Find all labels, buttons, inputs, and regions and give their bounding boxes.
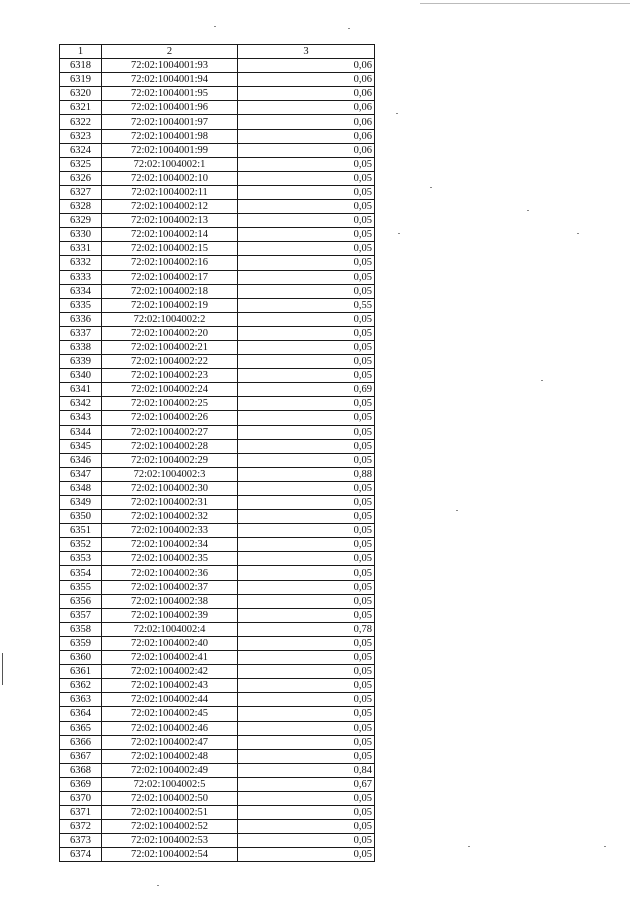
value-cell: 0,05 xyxy=(238,355,375,369)
cadastral-number-cell: 72:02:1004002:45 xyxy=(102,707,238,721)
value-cell: 0,06 xyxy=(238,87,375,101)
table-row xyxy=(60,284,375,298)
row-number-cell: 6348 xyxy=(60,481,102,495)
row-number-cell: 6371 xyxy=(60,806,102,820)
value-cell: 0,84 xyxy=(238,763,375,777)
table-row xyxy=(60,721,375,735)
value-cell: 0,06 xyxy=(238,143,375,157)
value-cell: 0,05 xyxy=(238,411,375,425)
value-cell: 0,05 xyxy=(238,721,375,735)
value-cell: 0,05 xyxy=(238,651,375,665)
row-number-cell: 6338 xyxy=(60,340,102,354)
cadastral-number-cell: 72:02:1004002:41 xyxy=(102,651,238,665)
row-number-cell: 6349 xyxy=(60,496,102,510)
cadastral-number-cell: 72:02:1004002:3 xyxy=(102,467,238,481)
row-number-cell: 6370 xyxy=(60,791,102,805)
header-row xyxy=(60,45,375,59)
cadastral-number-cell: 72:02:1004002:29 xyxy=(102,453,238,467)
value-cell: 0,05 xyxy=(238,608,375,622)
table-row xyxy=(60,510,375,524)
cadastral-number-cell: 72:02:1004001:97 xyxy=(102,115,238,129)
value-cell: 0,05 xyxy=(238,496,375,510)
table-row xyxy=(60,594,375,608)
table-row xyxy=(60,848,375,862)
row-number-cell: 6367 xyxy=(60,749,102,763)
table-row xyxy=(60,129,375,143)
cadastral-number-cell: 72:02:1004002:12 xyxy=(102,200,238,214)
cadastral-number-cell: 72:02:1004002:35 xyxy=(102,552,238,566)
cadastral-number-cell: 72:02:1004002:11 xyxy=(102,185,238,199)
table-row xyxy=(60,636,375,650)
cadastral-number-cell: 72:02:1004002:40 xyxy=(102,636,238,650)
value-cell: 0,05 xyxy=(238,214,375,228)
table-row xyxy=(60,834,375,848)
row-number-cell: 6333 xyxy=(60,270,102,284)
row-number-cell: 6365 xyxy=(60,721,102,735)
value-cell: 0,05 xyxy=(238,707,375,721)
cadastral-number-cell: 72:02:1004002:10 xyxy=(102,171,238,185)
cadastral-number-cell: 72:02:1004002:42 xyxy=(102,665,238,679)
row-number-cell: 6329 xyxy=(60,214,102,228)
cadastral-number-cell: 72:02:1004002:54 xyxy=(102,848,238,862)
value-cell: 0,06 xyxy=(238,59,375,73)
parcel-table-body xyxy=(60,59,375,862)
cadastral-number-cell: 72:02:1004002:39 xyxy=(102,608,238,622)
row-number-cell: 6359 xyxy=(60,636,102,650)
column-header-1: 1 xyxy=(60,45,102,59)
cadastral-number-cell: 72:02:1004002:22 xyxy=(102,355,238,369)
table-row xyxy=(60,87,375,101)
table-row xyxy=(60,622,375,636)
cadastral-number-cell: 72:02:1004002:2 xyxy=(102,312,238,326)
value-cell: 0,05 xyxy=(238,185,375,199)
cadastral-number-cell: 72:02:1004002:19 xyxy=(102,298,238,312)
value-cell: 0,05 xyxy=(238,820,375,834)
value-cell: 0,06 xyxy=(238,129,375,143)
table-row xyxy=(60,651,375,665)
value-cell: 0,05 xyxy=(238,552,375,566)
parcel-table-header xyxy=(60,45,375,59)
cadastral-number-cell: 72:02:1004002:28 xyxy=(102,439,238,453)
cadastral-number-cell: 72:02:1004002:49 xyxy=(102,763,238,777)
row-number-cell: 6342 xyxy=(60,397,102,411)
scan-speck xyxy=(348,28,350,29)
value-cell: 0,05 xyxy=(238,157,375,171)
value-cell: 0,05 xyxy=(238,453,375,467)
row-number-cell: 6323 xyxy=(60,129,102,143)
table-row xyxy=(60,425,375,439)
value-cell: 0,88 xyxy=(238,467,375,481)
row-number-cell: 6374 xyxy=(60,848,102,862)
cadastral-number-cell: 72:02:1004002:32 xyxy=(102,510,238,524)
value-cell: 0,05 xyxy=(238,242,375,256)
cadastral-number-cell: 72:02:1004002:27 xyxy=(102,425,238,439)
cadastral-number-cell: 72:02:1004001:98 xyxy=(102,129,238,143)
row-number-cell: 6372 xyxy=(60,820,102,834)
row-number-cell: 6325 xyxy=(60,157,102,171)
row-number-cell: 6373 xyxy=(60,834,102,848)
value-cell: 0,05 xyxy=(238,524,375,538)
value-cell: 0,67 xyxy=(238,777,375,791)
value-cell: 0,05 xyxy=(238,312,375,326)
row-number-cell: 6320 xyxy=(60,87,102,101)
value-cell: 0,05 xyxy=(238,679,375,693)
table-row xyxy=(60,538,375,552)
row-number-cell: 6358 xyxy=(60,622,102,636)
table-row xyxy=(60,763,375,777)
table-row xyxy=(60,185,375,199)
row-number-cell: 6362 xyxy=(60,679,102,693)
table-row xyxy=(60,326,375,340)
scan-speck xyxy=(430,187,432,188)
value-cell: 0,05 xyxy=(238,200,375,214)
row-number-cell: 6330 xyxy=(60,228,102,242)
value-cell: 0,69 xyxy=(238,383,375,397)
row-number-cell: 6341 xyxy=(60,383,102,397)
cadastral-number-cell: 72:02:1004002:14 xyxy=(102,228,238,242)
table-row xyxy=(60,566,375,580)
row-number-cell: 6352 xyxy=(60,538,102,552)
row-number-cell: 6343 xyxy=(60,411,102,425)
cadastral-number-cell: 72:02:1004002:43 xyxy=(102,679,238,693)
table-row xyxy=(60,171,375,185)
table-row xyxy=(60,200,375,214)
row-number-cell: 6328 xyxy=(60,200,102,214)
table-row xyxy=(60,298,375,312)
table-row xyxy=(60,369,375,383)
table-row xyxy=(60,665,375,679)
table-row xyxy=(60,228,375,242)
table-row xyxy=(60,496,375,510)
value-cell: 0,05 xyxy=(238,256,375,270)
table-row xyxy=(60,777,375,791)
cadastral-number-cell: 72:02:1004002:44 xyxy=(102,693,238,707)
scan-speck xyxy=(157,885,159,886)
cadastral-number-cell: 72:02:1004002:16 xyxy=(102,256,238,270)
row-number-cell: 6361 xyxy=(60,665,102,679)
cadastral-number-cell: 72:02:1004002:50 xyxy=(102,791,238,805)
table-row xyxy=(60,679,375,693)
row-number-cell: 6318 xyxy=(60,59,102,73)
column-header-3: 3 xyxy=(238,45,375,59)
scan-speck xyxy=(577,233,579,234)
cadastral-number-cell: 72:02:1004002:24 xyxy=(102,383,238,397)
value-cell: 0,06 xyxy=(238,101,375,115)
row-number-cell: 6347 xyxy=(60,467,102,481)
row-number-cell: 6346 xyxy=(60,453,102,467)
value-cell: 0,05 xyxy=(238,791,375,805)
table-row xyxy=(60,453,375,467)
table-row xyxy=(60,439,375,453)
row-number-cell: 6366 xyxy=(60,735,102,749)
row-number-cell: 6332 xyxy=(60,256,102,270)
value-cell: 0,78 xyxy=(238,622,375,636)
value-cell: 0,05 xyxy=(238,665,375,679)
value-cell: 0,05 xyxy=(238,806,375,820)
table-row xyxy=(60,524,375,538)
value-cell: 0,05 xyxy=(238,510,375,524)
row-number-cell: 6368 xyxy=(60,763,102,777)
scan-speck xyxy=(396,113,398,114)
row-number-cell: 6357 xyxy=(60,608,102,622)
table-row xyxy=(60,791,375,805)
table-row xyxy=(60,157,375,171)
row-number-cell: 6364 xyxy=(60,707,102,721)
row-number-cell: 6356 xyxy=(60,594,102,608)
table-row xyxy=(60,467,375,481)
cadastral-number-cell: 72:02:1004002:26 xyxy=(102,411,238,425)
table-row xyxy=(60,101,375,115)
table-row xyxy=(60,115,375,129)
value-cell: 0,05 xyxy=(238,369,375,383)
table-row xyxy=(60,749,375,763)
cadastral-number-cell: 72:02:1004002:52 xyxy=(102,820,238,834)
row-number-cell: 6324 xyxy=(60,143,102,157)
cadastral-number-cell: 72:02:1004002:25 xyxy=(102,397,238,411)
row-number-cell: 6354 xyxy=(60,566,102,580)
row-number-cell: 6319 xyxy=(60,73,102,87)
cadastral-number-cell: 72:02:1004002:5 xyxy=(102,777,238,791)
cadastral-number-cell: 72:02:1004002:21 xyxy=(102,340,238,354)
value-cell: 0,05 xyxy=(238,439,375,453)
scan-speck xyxy=(214,26,216,27)
scan-edge-mark xyxy=(420,3,630,4)
value-cell: 0,05 xyxy=(238,340,375,354)
row-number-cell: 6345 xyxy=(60,439,102,453)
table-row xyxy=(60,411,375,425)
value-cell: 0,05 xyxy=(238,228,375,242)
value-cell: 0,06 xyxy=(238,115,375,129)
cadastral-number-cell: 72:02:1004002:38 xyxy=(102,594,238,608)
cadastral-number-cell: 72:02:1004002:46 xyxy=(102,721,238,735)
cadastral-number-cell: 72:02:1004001:95 xyxy=(102,87,238,101)
cadastral-number-cell: 72:02:1004002:23 xyxy=(102,369,238,383)
scan-edge-mark xyxy=(2,653,3,685)
value-cell: 0,05 xyxy=(238,693,375,707)
cadastral-number-cell: 72:02:1004002:48 xyxy=(102,749,238,763)
table-row xyxy=(60,73,375,87)
table-row xyxy=(60,59,375,73)
row-number-cell: 6322 xyxy=(60,115,102,129)
row-number-cell: 6336 xyxy=(60,312,102,326)
cadastral-number-cell: 72:02:1004002:17 xyxy=(102,270,238,284)
cadastral-number-cell: 72:02:1004002:20 xyxy=(102,326,238,340)
value-cell: 0,55 xyxy=(238,298,375,312)
value-cell: 0,05 xyxy=(238,580,375,594)
value-cell: 0,05 xyxy=(238,481,375,495)
table-row xyxy=(60,256,375,270)
table-row xyxy=(60,693,375,707)
table-row xyxy=(60,707,375,721)
cadastral-number-cell: 72:02:1004002:13 xyxy=(102,214,238,228)
value-cell: 0,05 xyxy=(238,270,375,284)
cadastral-number-cell: 72:02:1004002:30 xyxy=(102,481,238,495)
table-row xyxy=(60,143,375,157)
table-row xyxy=(60,481,375,495)
cadastral-number-cell: 72:02:1004001:93 xyxy=(102,59,238,73)
row-number-cell: 6335 xyxy=(60,298,102,312)
row-number-cell: 6355 xyxy=(60,580,102,594)
parcel-table xyxy=(59,44,375,862)
value-cell: 0,05 xyxy=(238,538,375,552)
cadastral-number-cell: 72:02:1004002:18 xyxy=(102,284,238,298)
row-number-cell: 6340 xyxy=(60,369,102,383)
table-row xyxy=(60,312,375,326)
row-number-cell: 6334 xyxy=(60,284,102,298)
row-number-cell: 6353 xyxy=(60,552,102,566)
value-cell: 0,05 xyxy=(238,425,375,439)
cadastral-number-cell: 72:02:1004001:96 xyxy=(102,101,238,115)
row-number-cell: 6339 xyxy=(60,355,102,369)
row-number-cell: 6327 xyxy=(60,185,102,199)
cadastral-number-cell: 72:02:1004002:51 xyxy=(102,806,238,820)
table-row xyxy=(60,355,375,369)
value-cell: 0,05 xyxy=(238,848,375,862)
cadastral-number-cell: 72:02:1004001:99 xyxy=(102,143,238,157)
column-header-2: 2 xyxy=(102,45,238,59)
table-row xyxy=(60,214,375,228)
value-cell: 0,05 xyxy=(238,171,375,185)
cadastral-number-cell: 72:02:1004002:47 xyxy=(102,735,238,749)
table-row xyxy=(60,552,375,566)
value-cell: 0,05 xyxy=(238,735,375,749)
cadastral-number-cell: 72:02:1004001:94 xyxy=(102,73,238,87)
value-cell: 0,05 xyxy=(238,636,375,650)
scan-speck xyxy=(527,210,529,211)
cadastral-number-cell: 72:02:1004002:1 xyxy=(102,157,238,171)
value-cell: 0,05 xyxy=(238,284,375,298)
row-number-cell: 6326 xyxy=(60,171,102,185)
row-number-cell: 6369 xyxy=(60,777,102,791)
value-cell: 0,05 xyxy=(238,834,375,848)
table-row xyxy=(60,383,375,397)
scan-speck xyxy=(456,510,458,511)
table-row xyxy=(60,608,375,622)
row-number-cell: 6351 xyxy=(60,524,102,538)
scan-speck xyxy=(604,846,606,847)
scan-speck xyxy=(468,846,470,847)
row-number-cell: 6350 xyxy=(60,510,102,524)
cadastral-number-cell: 72:02:1004002:34 xyxy=(102,538,238,552)
value-cell: 0,05 xyxy=(238,397,375,411)
row-number-cell: 6344 xyxy=(60,425,102,439)
scan-speck xyxy=(541,380,543,381)
row-number-cell: 6360 xyxy=(60,651,102,665)
row-number-cell: 6363 xyxy=(60,693,102,707)
cadastral-number-cell: 72:02:1004002:15 xyxy=(102,242,238,256)
table-row xyxy=(60,397,375,411)
value-cell: 0,05 xyxy=(238,326,375,340)
table-row xyxy=(60,340,375,354)
value-cell: 0,06 xyxy=(238,73,375,87)
table-row xyxy=(60,580,375,594)
value-cell: 0,05 xyxy=(238,594,375,608)
row-number-cell: 6331 xyxy=(60,242,102,256)
cadastral-number-cell: 72:02:1004002:33 xyxy=(102,524,238,538)
scan-speck xyxy=(398,233,400,234)
row-number-cell: 6337 xyxy=(60,326,102,340)
cadastral-number-cell: 72:02:1004002:4 xyxy=(102,622,238,636)
cadastral-number-cell: 72:02:1004002:53 xyxy=(102,834,238,848)
table-row xyxy=(60,270,375,284)
cadastral-number-cell: 72:02:1004002:36 xyxy=(102,566,238,580)
table-row xyxy=(60,820,375,834)
value-cell: 0,05 xyxy=(238,749,375,763)
table-row xyxy=(60,806,375,820)
table-row xyxy=(60,735,375,749)
table-row xyxy=(60,242,375,256)
cadastral-number-cell: 72:02:1004002:37 xyxy=(102,580,238,594)
cadastral-number-cell: 72:02:1004002:31 xyxy=(102,496,238,510)
row-number-cell: 6321 xyxy=(60,101,102,115)
value-cell: 0,05 xyxy=(238,566,375,580)
